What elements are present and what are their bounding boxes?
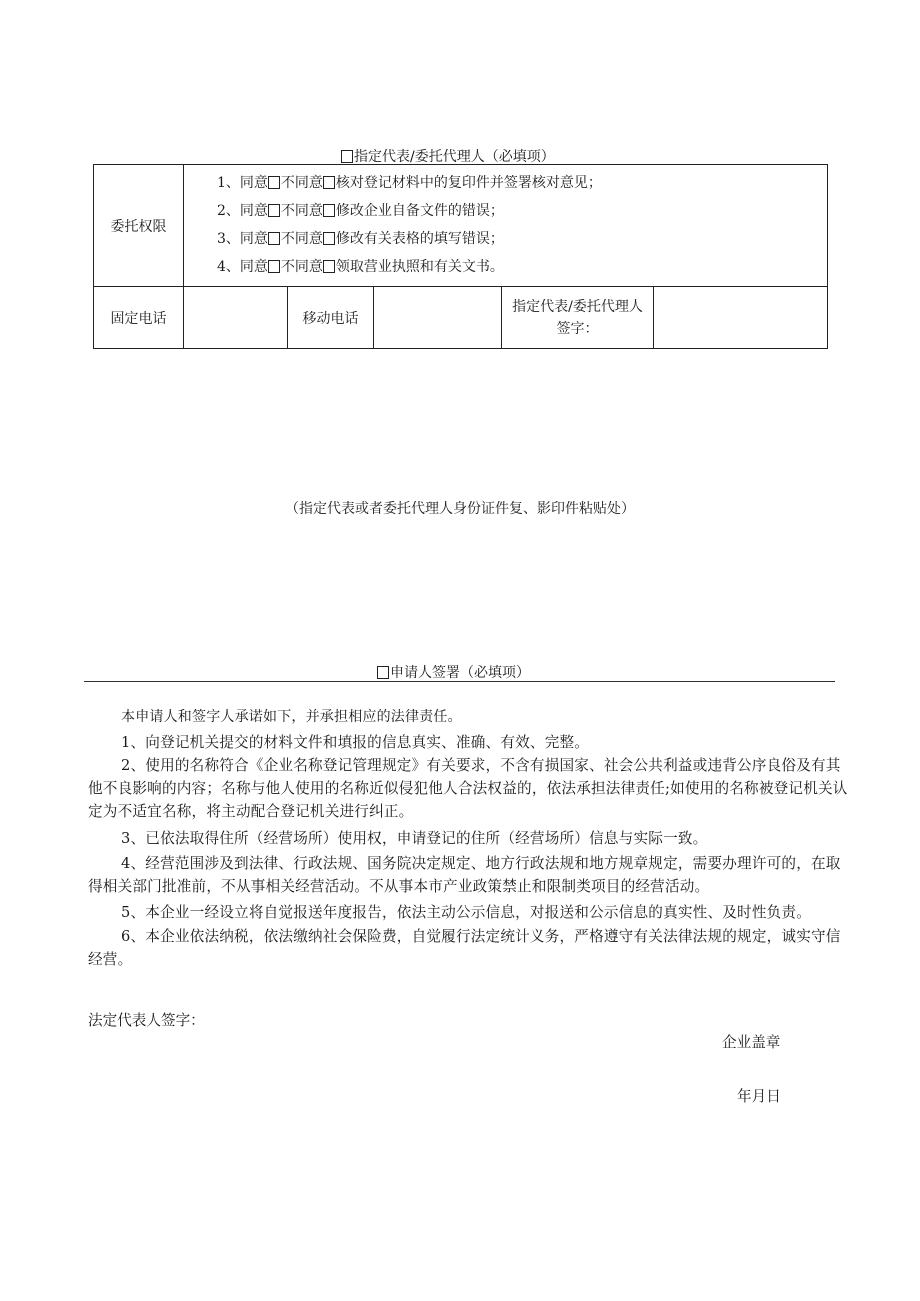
authority-item: 1、同意 不同意 核对登记材料中的复印件并签署核对意见； (217, 175, 602, 191)
agent-form-table (93, 164, 828, 349)
agent-signature-label-line2: 签字： (556, 320, 599, 337)
mobile-label: 移动电话 (302, 310, 359, 327)
authority-item: 4、同意 不同意 领取营业执照和有关文书。 (217, 259, 504, 275)
authority-label-cell (94, 165, 184, 287)
checkbox-agree[interactable] (268, 176, 280, 189)
authority-item: 3、同意 不同意 修改有关表格的填写错误； (217, 231, 504, 247)
legal-rep-signature-label: 法定代表人签字： (88, 1012, 205, 1029)
commitment-intro: 本申请人和签字人承诺如下，并承担相应的法律责任。 (121, 709, 462, 725)
commitment-item-1: 1、向登记机关提交的材料文件和填报的信息真实、准确、有效、完整。 (121, 734, 590, 751)
commitment-item-2: 2、使用的名称符合《企业名称登记管理规定》有关要求，不含有损国家、社会公共利益或违背公序良俗及有其他不良影响的内容；名称与他人使用的名称近似侵犯他人合法权益的，依法承担法律责任;如使用的名称被登记机关认定为不适宜名称，将主动配合登记机关进行纠正。 (88, 757, 848, 820)
company-seal-label: 企业盖章 (722, 1034, 781, 1051)
checkbox-agree[interactable] (268, 232, 280, 245)
commitment-item-3: 3、已依法取得住所（经营场所）使用权，申请登记的住所（经营场所）信息与实际一致。 (121, 830, 708, 847)
applicant-section-title: 申请人签署（必填项） (377, 662, 530, 682)
fixed-phone-label-cell (94, 287, 184, 349)
commitment-item-5: 5、本企业一经设立将自觉报送年度报告，依法主动公示信息，对报送和公示信息的真实性、及时性负责。 (121, 904, 812, 921)
agent-section-title: 指定代表/委托代理人（必填项） (341, 146, 555, 166)
id-paste-note: （指定代表或者委托代理人身份证件复、影印件粘贴处） (285, 501, 635, 517)
section-divider (84, 681, 835, 682)
mobile-label-cell (288, 287, 374, 349)
checkbox-disagree[interactable] (323, 176, 335, 189)
checkbox-disagree[interactable] (323, 204, 335, 217)
agent-signature-label-cell (502, 287, 654, 349)
checkbox-disagree[interactable] (323, 260, 335, 273)
checkbox-agree[interactable] (268, 260, 280, 273)
commitment-item-6: 6、本企业依法纳税，依法缴纳社会保险费，自觉履行法定统计义务，严格遵守有关法律法规的规定，诚实守信经营。 (88, 928, 841, 968)
authority-item: 2、同意 不同意 修改企业自备文件的错误； (217, 203, 504, 219)
mobile-input[interactable] (374, 287, 502, 349)
authority-label: 委托权限 (110, 218, 167, 235)
commitment-item-4: 4、经营范围涉及到法律、行政法规、国务院决定规定、地方行政法规和地方规章规定，需要办理许可的，在取得相关部门批准前，不从事相关经营活动。不从事本市产业政策禁止和限制类项目的经营活动。 (88, 855, 841, 895)
fixed-phone-label: 固定电话 (110, 310, 167, 327)
authority-list (184, 169, 827, 281)
agent-signature-field[interactable] (654, 287, 828, 349)
date-label: 年月日 (737, 1088, 781, 1105)
authority-items-cell (184, 165, 828, 287)
id-paste-area (0, 498, 920, 518)
agent-signature-label-line1: 指定代表/委托代理人 (512, 298, 643, 315)
checkbox-agent-section[interactable] (341, 150, 353, 163)
fixed-phone-input[interactable] (184, 287, 288, 349)
checkbox-agree[interactable] (268, 204, 280, 217)
checkbox-disagree[interactable] (323, 232, 335, 245)
checkbox-applicant-section[interactable] (377, 666, 389, 679)
